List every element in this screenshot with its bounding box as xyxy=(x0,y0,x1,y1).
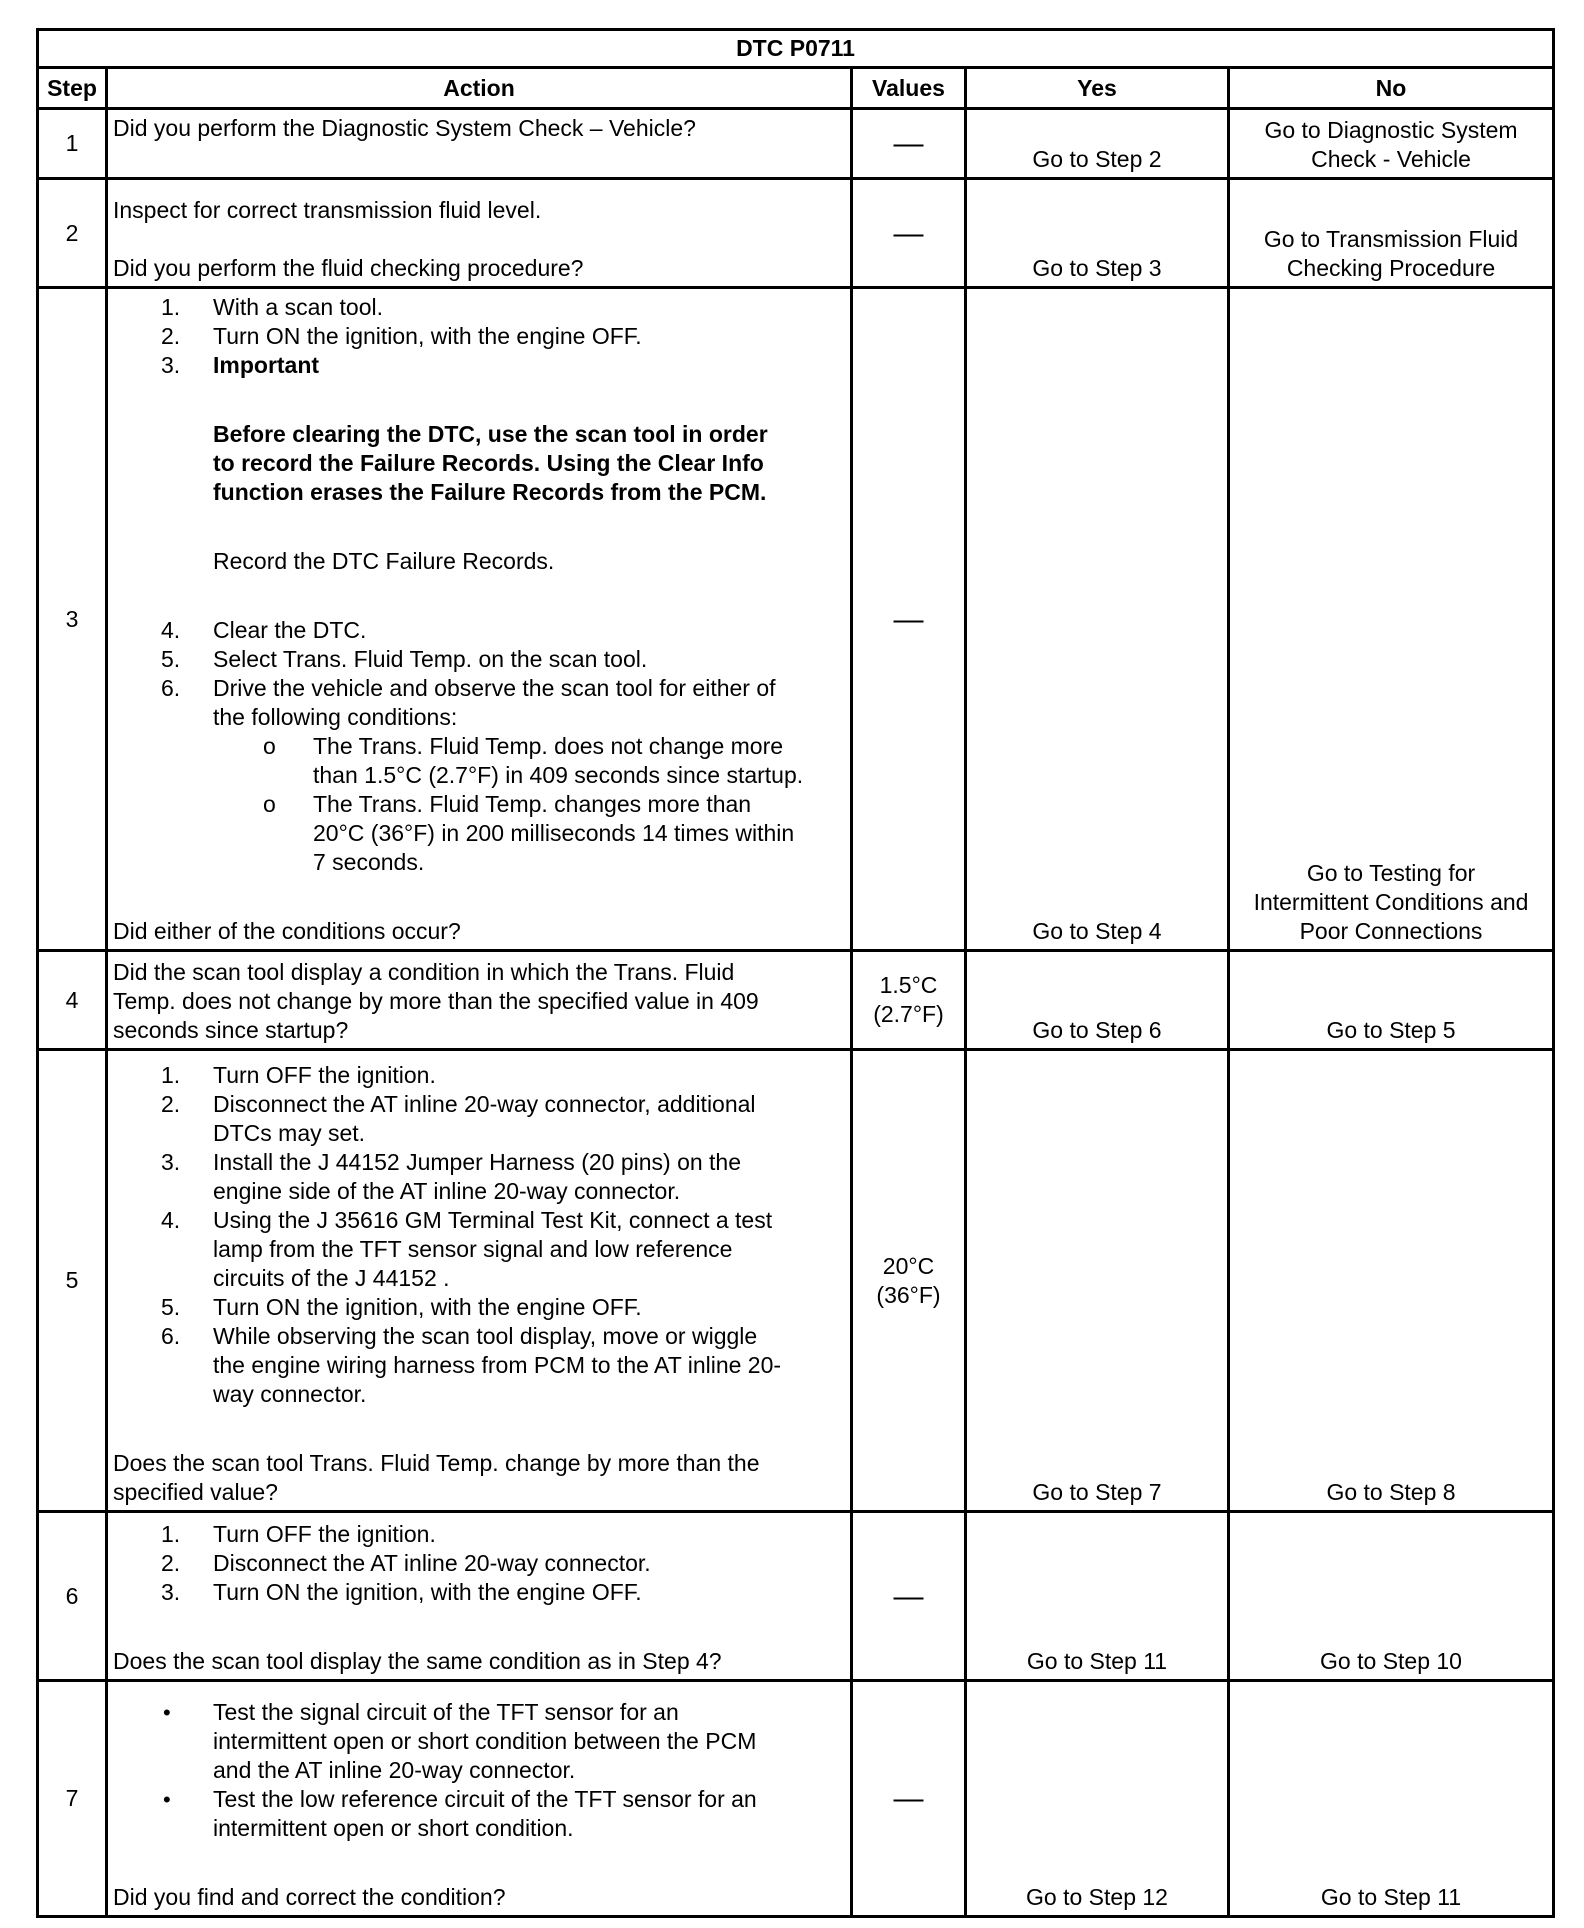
item-text: Turn OFF the ignition. xyxy=(213,1062,436,1088)
list-item xyxy=(113,351,844,380)
action-question: specified value? xyxy=(113,1479,278,1505)
list-item xyxy=(113,1090,844,1148)
no-line: Poor Connections xyxy=(1299,918,1483,944)
yes-cell: Go to Step 12 xyxy=(966,1681,1229,1917)
item-number: 4. xyxy=(161,617,181,643)
action-question: Temp. does not change by more than the specified value in 409 xyxy=(113,988,759,1014)
no-cell: Go to Step 8 xyxy=(1229,1050,1554,1512)
step-number: 6 xyxy=(38,1512,107,1681)
item-text: Turn ON the ignition, with the engine OFF. xyxy=(213,1579,642,1605)
item-text: Disconnect the AT inline 20-way connector. xyxy=(213,1550,651,1576)
action-cell xyxy=(107,1681,852,1917)
action-cell xyxy=(107,179,852,288)
table-row xyxy=(38,1050,1554,1512)
item-text: With a scan tool. xyxy=(213,294,384,320)
list-item xyxy=(113,293,844,322)
action-cell xyxy=(107,951,852,1050)
dtc-table xyxy=(36,28,1555,1918)
action-cell xyxy=(107,288,852,951)
item-text: and the AT inline 20-way connector. xyxy=(213,1757,576,1783)
table-row xyxy=(38,109,1554,179)
value-cell: — xyxy=(852,179,966,288)
table-row xyxy=(38,1512,1554,1681)
header-values: Values xyxy=(852,68,966,109)
sub-list-item xyxy=(113,790,844,877)
item-text: Turn OFF the ignition. xyxy=(213,1521,436,1547)
item-text: intermittent open or short condition. xyxy=(213,1815,574,1841)
list-item xyxy=(113,1698,844,1785)
value-line: (36°F) xyxy=(876,1281,941,1308)
action-cell xyxy=(107,1512,852,1681)
list-item xyxy=(113,1206,844,1293)
no-cell: Go to Step 11 xyxy=(1229,1681,1554,1917)
no-line: Go to Testing for xyxy=(1306,860,1476,886)
step-number: 5 xyxy=(38,1050,107,1512)
no-cell xyxy=(1229,288,1554,951)
list-item xyxy=(113,645,844,674)
item-text: way connector. xyxy=(213,1381,367,1407)
step-number: 7 xyxy=(38,1681,107,1917)
item-number: 2. xyxy=(161,1091,181,1117)
item-text: Clear the DTC. xyxy=(213,617,367,643)
value-cell: — xyxy=(852,109,966,179)
table-row xyxy=(38,179,1554,288)
item-number: 1. xyxy=(161,1062,181,1088)
step-number: 3 xyxy=(38,288,107,951)
spacer xyxy=(113,877,844,917)
no-line: Checking Procedure xyxy=(1286,255,1496,281)
note-line: function erases the Failure Records from the PCM. xyxy=(213,479,767,505)
item-number: 3. xyxy=(161,1149,181,1175)
item-text: Drive the vehicle and observe the scan tool for either of xyxy=(213,675,776,701)
item-text: engine side of the AT inline 20-way connector. xyxy=(213,1178,681,1204)
no-line: Intermittent Conditions and xyxy=(1253,889,1529,915)
value-cell: — xyxy=(852,288,966,951)
item-number: 2. xyxy=(161,323,181,349)
list-item xyxy=(113,1322,844,1409)
list-item xyxy=(113,322,844,351)
note-line: to record the Failure Records. Using the Clear Info xyxy=(213,450,764,476)
dtc-table-container xyxy=(36,28,1552,1918)
value-line: (2.7°F) xyxy=(873,1001,944,1027)
no-line: Check - Vehicle xyxy=(1311,146,1471,172)
step-number: 2 xyxy=(38,179,107,288)
spacer xyxy=(113,380,844,420)
yes-cell: Go to Step 3 xyxy=(966,179,1229,288)
action-cell xyxy=(107,109,852,179)
list-item xyxy=(113,1061,844,1090)
action-question: Did the scan tool display a condition in which the Trans. Fluid xyxy=(113,959,735,985)
action-cell xyxy=(107,1050,852,1512)
item-text: than 1.5°C (2.7°F) in 409 seconds since startup. xyxy=(313,762,804,788)
no-cell: Go to Step 10 xyxy=(1229,1512,1554,1681)
table-row xyxy=(38,951,1554,1050)
record-text: Record the DTC Failure Records. xyxy=(213,548,555,574)
list-item xyxy=(113,616,844,645)
list-item xyxy=(113,1520,844,1549)
value-cell xyxy=(852,1050,966,1512)
item-text: circuits of the J 44152 . xyxy=(213,1265,450,1291)
value-cell xyxy=(852,951,966,1050)
list-item xyxy=(113,1785,844,1843)
item-text: Turn ON the ignition, with the engine OFF. xyxy=(213,323,642,349)
item-text: 7 seconds. xyxy=(313,849,425,875)
yes-cell: Go to Step 2 xyxy=(966,109,1229,179)
item-text: Turn ON the ignition, with the engine OFF. xyxy=(213,1294,642,1320)
action-question: Does the scan tool Trans. Fluid Temp. change by more than the xyxy=(113,1450,760,1476)
item-text: the engine wiring harness from PCM to the AT inline 20- xyxy=(213,1352,782,1378)
action-question: Did either of the conditions occur? xyxy=(113,918,461,944)
value-cell: — xyxy=(852,1512,966,1681)
item-text: While observing the scan tool display, move or wiggle xyxy=(213,1323,758,1349)
list-item xyxy=(113,674,844,732)
item-text: intermittent open or short condition between the PCM xyxy=(213,1728,757,1754)
item-number: 5. xyxy=(161,1294,181,1320)
bullet: • xyxy=(163,1787,171,1812)
value-cell: — xyxy=(852,1681,966,1917)
spacer xyxy=(113,1607,844,1647)
item-text: 20°C (36°F) in 200 milliseconds 14 times within xyxy=(313,820,795,846)
yes-cell: Go to Step 6 xyxy=(966,951,1229,1050)
action-question: seconds since startup? xyxy=(113,1017,349,1043)
header-action: Action xyxy=(107,68,852,109)
spacer xyxy=(113,1843,844,1883)
item-text: Test the low reference circuit of the TFT sensor for an xyxy=(213,1786,757,1812)
item-text: Install the J 44152 Jumper Harness (20 pins) on the xyxy=(213,1149,742,1175)
item-text: Disconnect the AT inline 20-way connector, additional xyxy=(213,1091,756,1117)
spacer xyxy=(113,576,844,616)
item-number: 2. xyxy=(161,1550,181,1576)
item-text: Using the J 35616 GM Terminal Test Kit, connect a test xyxy=(213,1207,773,1233)
table-row xyxy=(38,1681,1554,1917)
item-text: the following conditions: xyxy=(213,704,458,730)
spacer xyxy=(113,1409,844,1449)
no-cell xyxy=(1229,109,1554,179)
item-text: The Trans. Fluid Temp. changes more than xyxy=(313,791,752,817)
spacer xyxy=(113,507,844,547)
table-title: DTC P0711 xyxy=(38,30,1554,68)
item-number: 3. xyxy=(161,1579,181,1605)
step-number: 4 xyxy=(38,951,107,1050)
item-number: 6. xyxy=(161,1323,181,1349)
list-item xyxy=(113,1578,844,1607)
header-no: No xyxy=(1229,68,1554,109)
item-text: Select Trans. Fluid Temp. on the scan tool. xyxy=(213,646,648,672)
header-yes: Yes xyxy=(966,68,1229,109)
sub-list-item xyxy=(113,732,844,790)
spacer xyxy=(113,225,844,254)
item-number: 1. xyxy=(161,1521,181,1547)
value-line: 1.5°C xyxy=(879,972,938,998)
important-heading: Important xyxy=(213,352,320,378)
important-note xyxy=(113,420,844,507)
bullet: • xyxy=(163,1700,171,1725)
item-number: 6. xyxy=(161,675,181,701)
action-question: Did you perform the Diagnostic System Check – Vehicle? xyxy=(113,115,696,141)
action-question: Did you perform the fluid checking procedure? xyxy=(113,255,584,281)
action-question: Did you find and correct the condition? xyxy=(113,1884,506,1910)
action-text: Inspect for correct transmission fluid level. xyxy=(113,197,542,223)
yes-cell: Go to Step 7 xyxy=(966,1050,1229,1512)
list-item xyxy=(113,1148,844,1206)
sub-bullet: o xyxy=(263,733,276,759)
item-number: 4. xyxy=(161,1207,181,1233)
item-number: 3. xyxy=(161,352,181,378)
no-cell: Go to Step 5 xyxy=(1229,951,1554,1050)
list-item xyxy=(113,1549,844,1578)
no-cell xyxy=(1229,179,1554,288)
yes-cell: Go to Step 4 xyxy=(966,288,1229,951)
step-number: 1 xyxy=(38,109,107,179)
action-question: Does the scan tool display the same condition as in Step 4? xyxy=(113,1648,722,1674)
table-row xyxy=(38,288,1554,951)
note-line: Before clearing the DTC, use the scan tool in order xyxy=(213,421,768,447)
value-line: 20°C xyxy=(882,1252,935,1279)
item-text: The Trans. Fluid Temp. does not change more xyxy=(313,733,784,759)
item-number: 1. xyxy=(161,294,181,320)
item-text: Test the signal circuit of the TFT sensor for an xyxy=(213,1699,679,1725)
item-number: 5. xyxy=(161,646,181,672)
item-text: lamp from the TFT sensor signal and low reference xyxy=(213,1236,733,1262)
no-line: Go to Transmission Fluid xyxy=(1263,226,1519,252)
list-item xyxy=(113,1293,844,1322)
sub-bullet: o xyxy=(263,791,276,817)
header-step: Step xyxy=(38,68,107,109)
yes-cell: Go to Step 11 xyxy=(966,1512,1229,1681)
no-line: Go to Diagnostic System xyxy=(1264,117,1518,143)
item-text: DTCs may set. xyxy=(213,1120,366,1146)
